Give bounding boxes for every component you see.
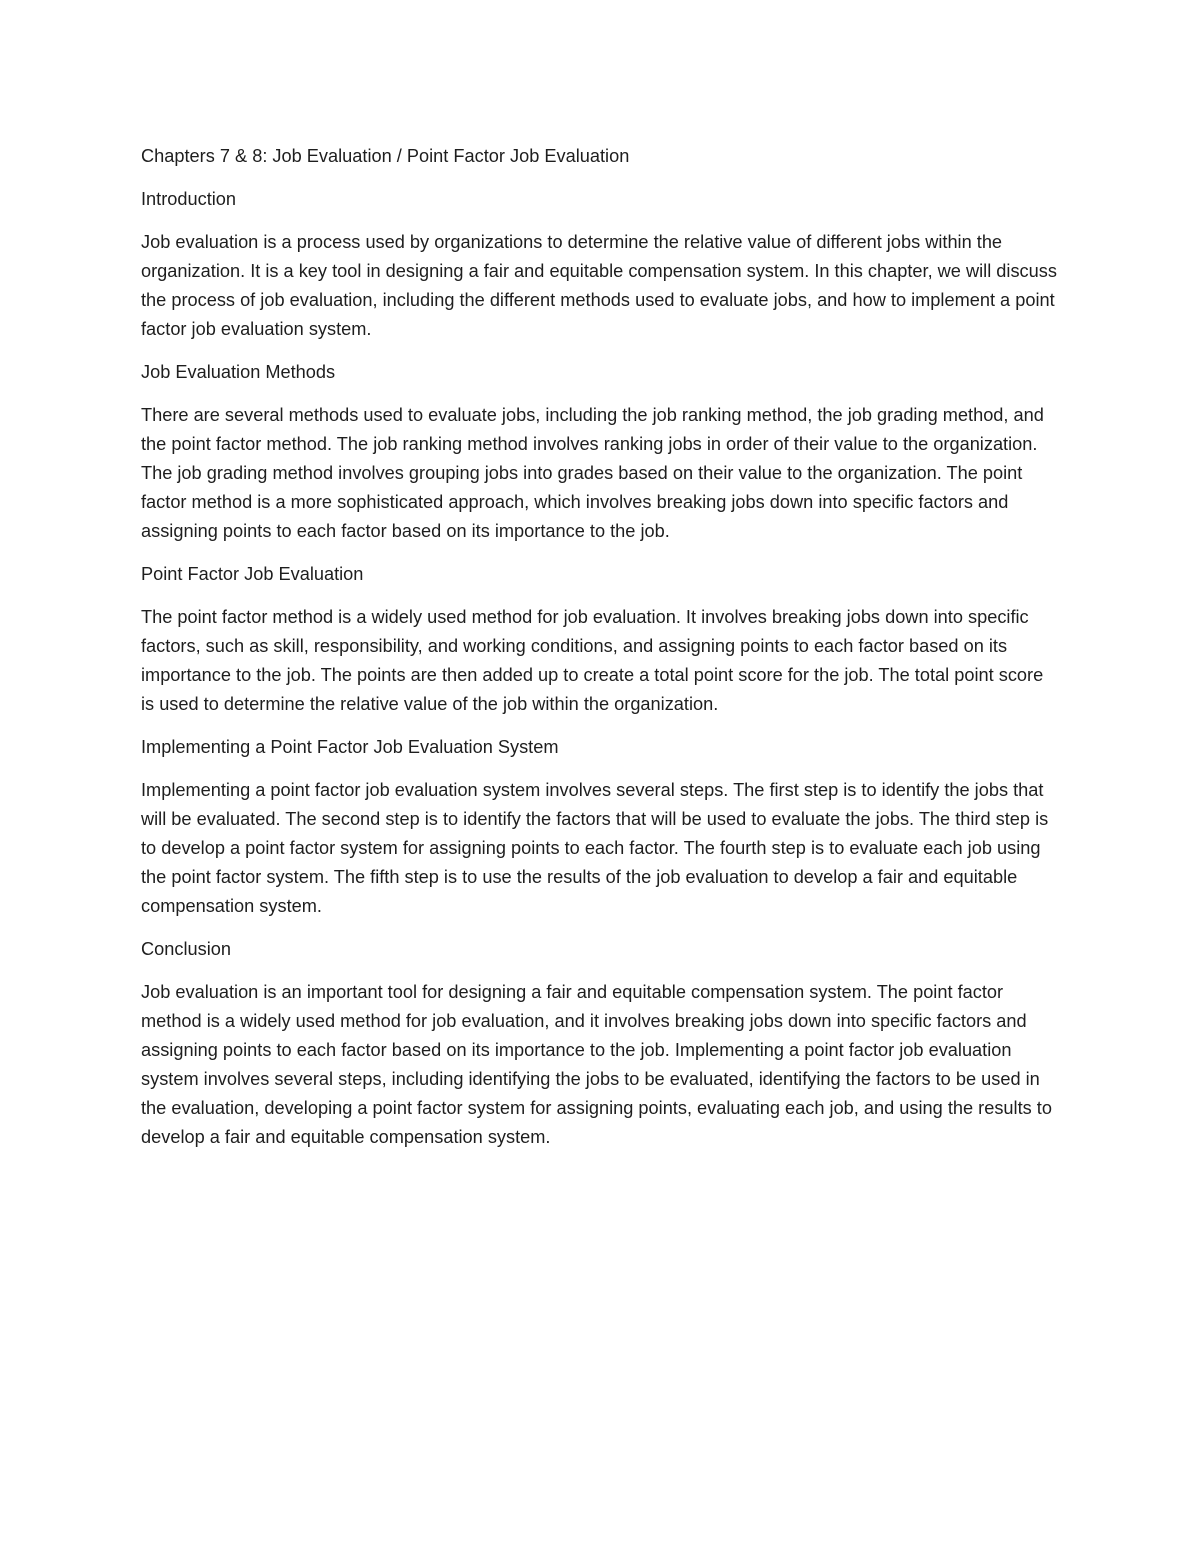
section-paragraph-job-evaluation-methods: There are several methods used to evaluate jobs, including the job ranking method, the job grading method, and the point factor method. The job ranking method involves ranking jobs in order of their value to the organization. The job grading method involves grouping jobs into grades based on their value to the organization. The point factor method is a more sophisticated approach, which involves breaking jobs down into specific factors and assigning points to each factor based on its importance to the job. bbox=[141, 405, 1044, 541]
section-heading-job-evaluation-methods: Job Evaluation Methods bbox=[141, 362, 336, 382]
section-heading-introduction: Introduction bbox=[141, 189, 237, 209]
document-body bbox=[141, 142, 1061, 1166]
section-paragraph-implementing-system: Implementing a point factor job evaluation system involves several steps. The first step is to identify the jobs that will be evaluated. The second step is to identify the factors that will be used to evaluate the jobs. The third step is to develop a point factor system for assigning points to each factor. The fourth step is to evaluate each job using the point factor system. The fifth step is to use the results of the job evaluation to develop a fair and equitable compensation system. bbox=[141, 780, 1049, 916]
document-title: Chapters 7 & 8: Job Evaluation / Point Factor Job Evaluation bbox=[141, 146, 630, 166]
section-heading-point-factor-job-evaluation: Point Factor Job Evaluation bbox=[141, 564, 364, 584]
section-paragraph-point-factor-job-evaluation: The point factor method is a widely used method for job evaluation. It involves breaking jobs down into specific factors, such as skill, responsibility, and working conditions, and assigning points to each factor based on its importance to the job. The points are then added up to create a total point score for the job. The total point score is used to determine the relative value of the job within the organization. bbox=[141, 607, 1044, 714]
section-heading-conclusion: Conclusion bbox=[141, 939, 231, 959]
section-paragraph-conclusion: Job evaluation is an important tool for designing a fair and equitable compensation system. The point factor method is a widely used method for job evaluation, and it involves breaking jobs down into specific factors and assigning points to each factor based on its importance to the job. Implementing a point factor job evaluation system involves several steps, including identifying the jobs to be evaluated, identifying the factors to be used in the evaluation, developing a point factor system for assigning points, evaluating each job, and using the results to develop a fair and equitable compensation system. bbox=[141, 982, 1052, 1147]
section-heading-implementing-system: Implementing a Point Factor Job Evaluation System bbox=[141, 737, 559, 757]
section-paragraph-introduction: Job evaluation is a process used by organizations to determine the relative value of different jobs within the organization. It is a key tool in designing a fair and equitable compensation system. In this chapter, we will discuss the process of job evaluation, including the different methods used to evaluate jobs, and how to implement a point factor job evaluation system. bbox=[141, 232, 1057, 339]
